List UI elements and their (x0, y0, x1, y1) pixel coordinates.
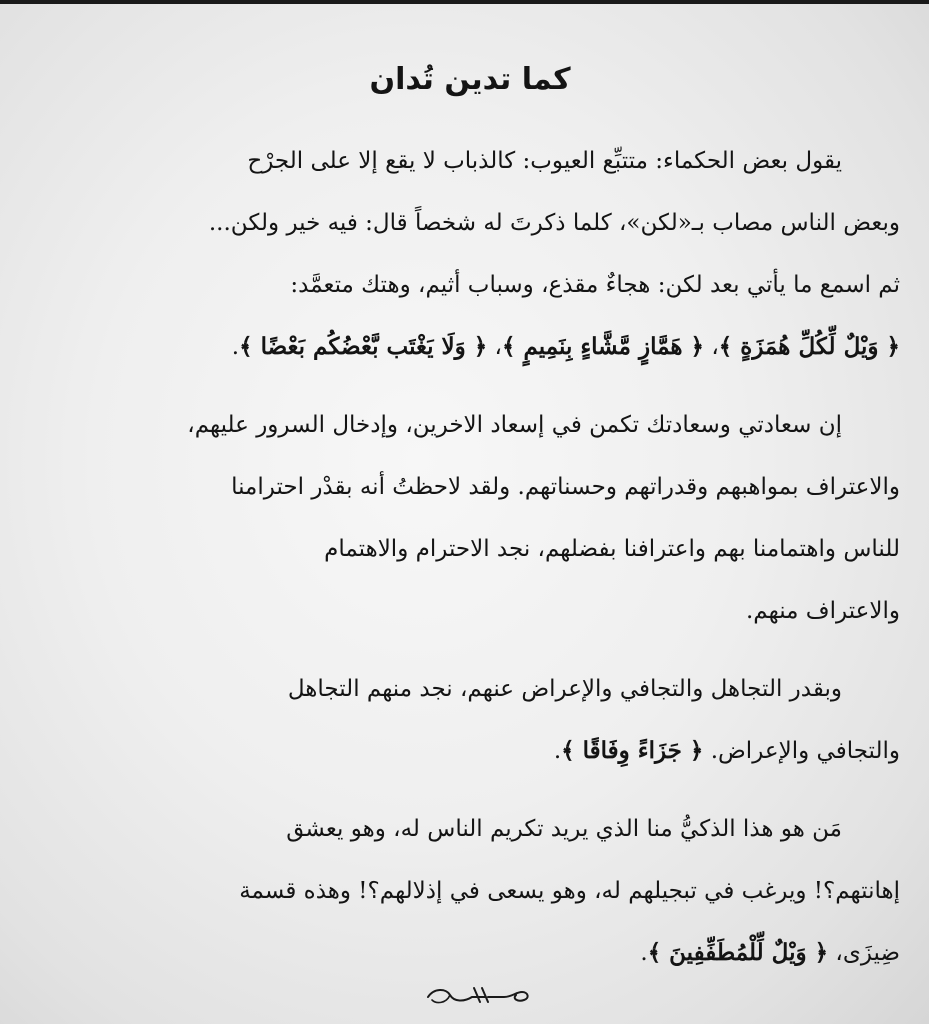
paragraph-4-line-2: إهانتهم؟! ويرغب في تبجيلهم له، وهو يسعى في إذلالهم؟! وهذه قسمة (239, 878, 900, 904)
sentence-end: . (231, 334, 240, 360)
paragraph-3-line-1: وبقدر التجاهل والتجافي والإعراض عنهم، نجد منهم التجاهل (287, 676, 842, 702)
paragraph-3 (40, 658, 900, 782)
sentence-end: . (640, 940, 648, 966)
quran-verse-humaza: ﴿ وَيْلٌ لِّكُلِّ هُمَزَةٍ ﴾ (718, 333, 900, 360)
paragraph-1-line-1: يقول بعض الحكماء: متتبِّع العيوب: كالذباب لا يقع إلا على الجرْح (247, 148, 842, 174)
paragraph-3-line-2 (40, 720, 900, 782)
paragraph-2-line-3: للناس واهتمامنا بهم واعترافنا بفضلهم، نجد الاحترام والاهتمام (324, 536, 900, 562)
paragraph-1-line-2: وبعض الناس مصاب بـ«لكن»، كلما ذكرتَ له شخصاً قال: فيه خير ولكن... (208, 210, 900, 236)
quran-verse-jazaa: ﴿ جَزَاءً وِفَاقًا ﴾ (561, 737, 704, 764)
paragraph-4-line-3 (40, 922, 900, 984)
paragraph-2 (40, 394, 900, 642)
quran-verse-la-yaghtab: ﴿ وَلَا يَغْتَب بَّعْضُكُم بَعْضًا ﴾ (239, 333, 488, 360)
top-border (0, 0, 929, 4)
paragraph-4 (40, 798, 900, 984)
paragraph-2-line-4: والاعتراف منهم. (746, 598, 900, 624)
paragraph-1-line-3: ثم اسمع ما يأتي بعد لكن: هجاءٌ مقذع، وسباب أثيم، وهتك متعمَّد: (290, 272, 900, 298)
paragraph-3-line-2-text: والتجافي والإعراض. (710, 738, 900, 764)
quran-verse-hammaz: ﴿ هَمَّازٍ مَّشَّاءٍ بِنَمِيمٍ ﴾ (501, 333, 705, 360)
paragraph-2-line-1: إن سعادتي وسعادتك تكمن في إسعاد الاخرين، وإدخال السرور عليهم، (187, 412, 842, 438)
verse-separator: ، (704, 334, 719, 360)
quran-verse-mutaffifin: ﴿ وَيْلٌ لِّلْمُطَفِّفِينَ ﴾ (647, 939, 829, 966)
article-title: كما تدين تُدان (369, 62, 571, 97)
calligraphic-flourish-icon (424, 980, 534, 1010)
article-page (40, 52, 900, 984)
paragraph-1-verses-line (40, 316, 900, 378)
sentence-end: . (553, 738, 562, 764)
paragraph-1 (40, 130, 900, 378)
paragraph-4-line-1: مَن هو هذا الذكيُّ منا الذي يريد تكريم الناس له، وهو يعشق (286, 816, 842, 842)
verse-separator: ، (487, 334, 502, 360)
paragraph-2-line-2: والاعتراف بمواهبهم وقدراتهم وحسناتهم. ولقد لاحظتُ أنه بقدْر احترامنا (231, 474, 900, 500)
paragraph-4-line-3-text: ضِيزَى، (835, 940, 900, 966)
